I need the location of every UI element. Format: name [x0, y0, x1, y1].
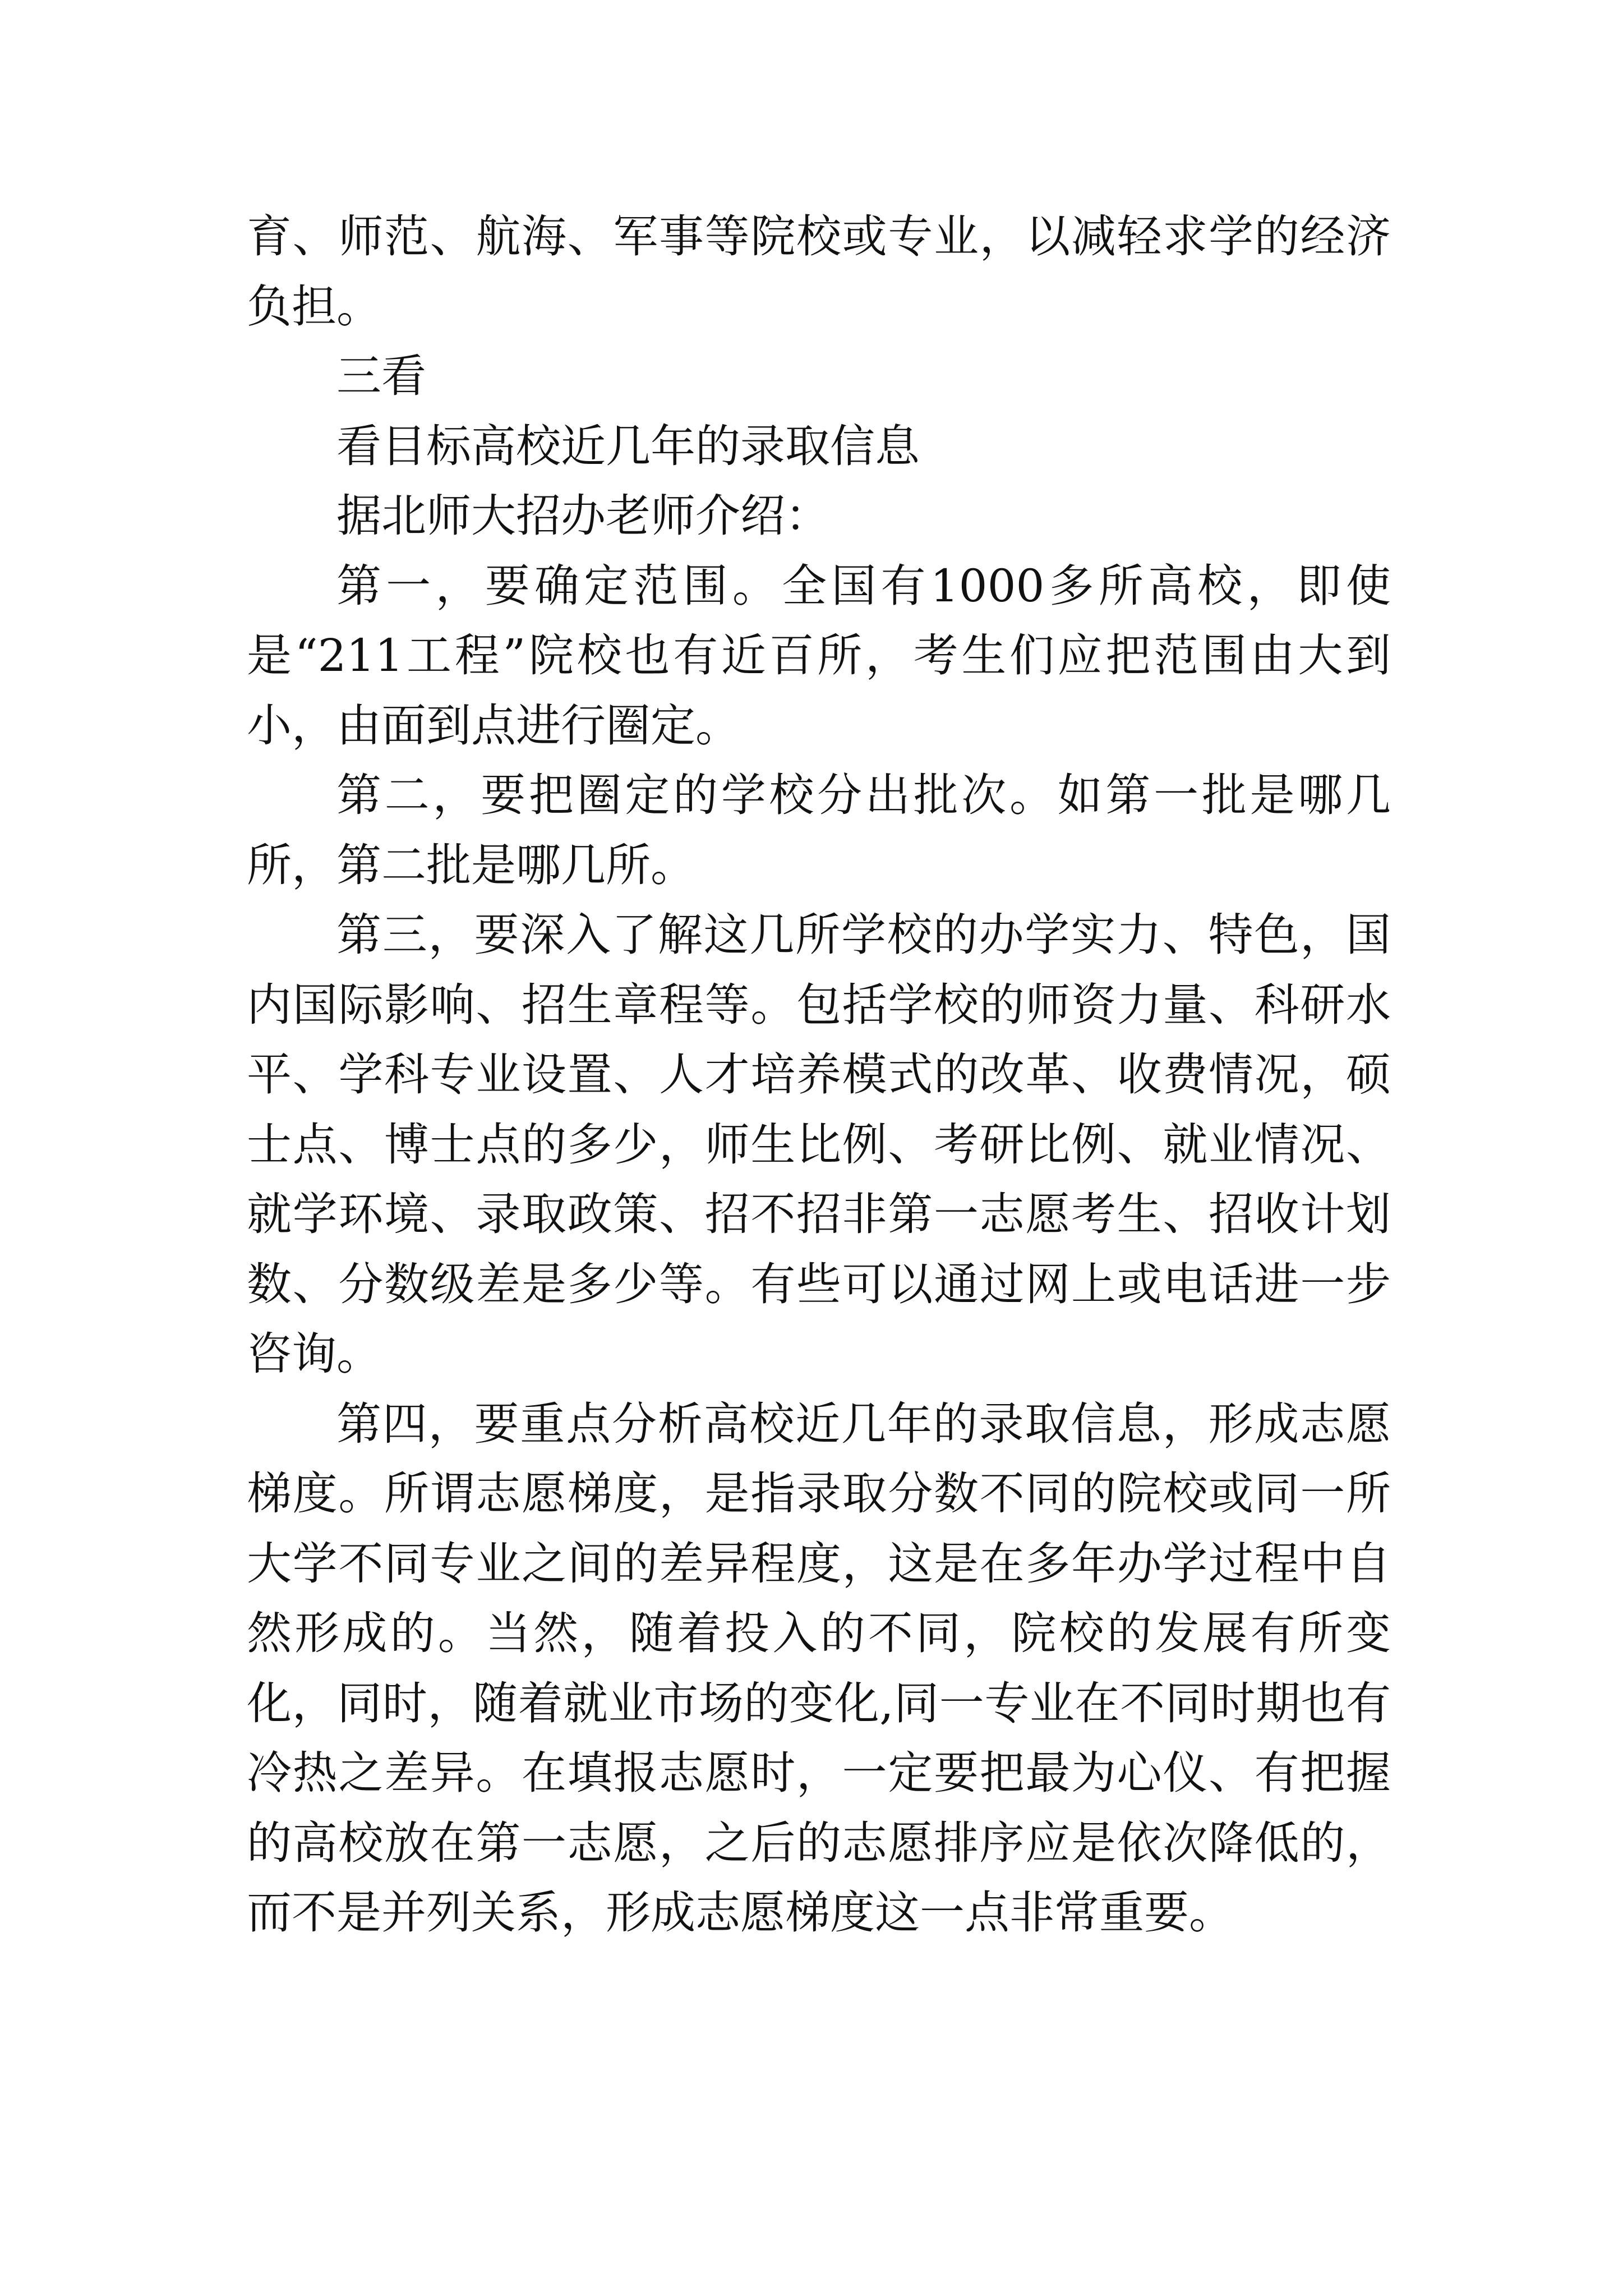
document-page — [247, 202, 1391, 1948]
paragraph-first: 第一，要确定范围。全国有1000多所高校，即使是“211工程”院校也有近百所，考生们应把范围由大到小，由面到点进行圈定。 — [247, 559, 1391, 752]
paragraph-continuation: 育、师范、航海、军事等院校或专业，以减轻求学的经济负担。 — [247, 210, 1391, 333]
paragraph-fourth: 第四，要重点分析高校近几年的录取信息，形成志愿梯度。所谓志愿梯度，是指录取分数不同的院校或同一所大学不同专业之间的差异程度，这是在多年办学过程中自然形成的。当然，随着投入的不同，院校的发展有所变化，同时，随着就业市场的变化,同一专业在不同时期也有冷热之差异。在填报志愿时，一定要把最为心仪、有把握的高校放在第一志愿，之后的志愿排序应是依次降低的，而不是并列关系，形成志愿梯度这一点非常重要。 — [247, 1397, 1391, 1939]
paragraph-third: 第三，要深入了解这几所学校的办学实力、特色，国内国际影响、招生章程等。包括学校的师资力量、科研水平、学科专业设置、人才培养模式的改革、收费情况，硕士点、博士点的多少，师生比例、考研比例、就业情况、就学环境、录取政策、招不招非第一志愿考生、招收计划数、分数级差是多少等。有些可以通过网上或电话进一步咨询。 — [247, 909, 1391, 1380]
paragraph-second: 第二，要把圈定的学校分出批次。如第一批是哪几所，第二批是哪几所。 — [247, 769, 1391, 891]
section-heading-three-looks: 三看 — [336, 350, 426, 402]
section-subheading: 看目标高校近几年的录取信息 — [336, 420, 920, 472]
paragraph-intro: 据北师大招办老师介绍： — [336, 490, 830, 542]
